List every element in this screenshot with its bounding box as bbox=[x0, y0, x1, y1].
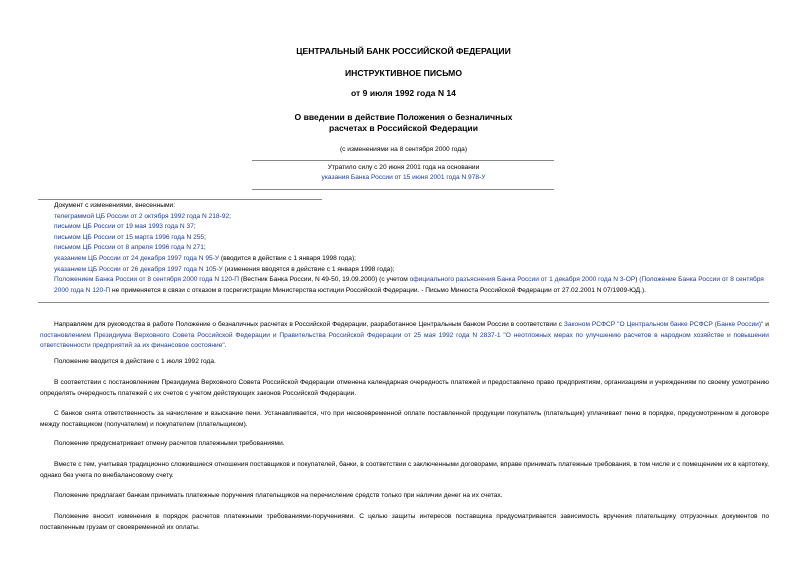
status-bottom-divider bbox=[252, 189, 554, 190]
paragraph-8: Положение вносит изменения в порядок расчетов платежными требованиями-поручениями. С целью защиты интересов поставщика предусматривается зависимость вручения плательщику отгрузочных документов по поставленным грузам от своевременной их оплаты. bbox=[40, 513, 769, 531]
amendment-link[interactable]: письмом ЦБ России от 19 мая 1993 года N 37 bbox=[54, 223, 194, 231]
law-link[interactable]: Законом РСФСР "О Центральном банке РСФСР (Банке России)" bbox=[563, 321, 764, 328]
amendments-top-divider bbox=[38, 199, 322, 200]
resolution-link[interactable]: постановлением Президиума Верховного Совета Российской Федерации и Правительства Российской Федерации от 25 мая 1992 года N 2837-1 "О неотложных мерах по улучшению расчетов в народном хозяйстве и повышении ответственности предприятий за их финансовое состояние" bbox=[40, 331, 769, 350]
changes-note: (с изменениями на 8 сентября 2000 года) bbox=[339, 146, 468, 153]
amendment-link[interactable]: письмом ЦБ России от 15 марта 1996 года N 255 bbox=[54, 233, 205, 241]
bank-name-heading: ЦЕНТРАЛЬНЫЙ БАНК РОССИЙСКОЙ ФЕДЕРАЦИИ bbox=[296, 46, 511, 56]
amendments-bottom-divider bbox=[38, 302, 769, 303]
amendment-item: письмом ЦБ России от 15 марта 1996 года N 255; bbox=[54, 233, 206, 241]
amendments-intro: Документ с изменениями, внесенными: bbox=[54, 202, 176, 209]
subject-heading-line2: расчетах в Российской Федерации bbox=[329, 123, 478, 133]
amendment-link[interactable]: телеграммой ЦБ России от 2 октября 1992 года N 218-92 bbox=[54, 212, 230, 220]
amendment-item: письмом ЦБ России от 19 мая 1993 года N 37; bbox=[54, 223, 196, 231]
amendment-link[interactable]: указанием ЦБ России от 26 декабря 1997 года N 105-У bbox=[54, 265, 223, 273]
amendment-link[interactable]: письмом ЦБ России от 8 апреля 1996 года N 271 bbox=[54, 244, 204, 252]
paragraph-6: Вместе с тем, учитывая традиционно сложившиеся отношения поставщиков и покупателей, банки, в соответствии с заключенными договорами, вправе принимать платежные требования, в том числе и с помещением их в картотеку, однако без учета по внебалансовому счету. bbox=[40, 461, 769, 479]
paragraph-7: Положение предлагает банкам принимать платежные поручения плательщиков на перечисление средств только при наличии денег на их счетах. bbox=[54, 492, 503, 499]
status-line: Утратило силу с 20 июня 2001 года на основании bbox=[327, 164, 480, 171]
paragraph-1: Направляем для руководства в работе Положение о безналичных расчетах в Российской Федерации, разработанное Центральным банком России в соответствии с Законом РСФСР "О Центральном банке РСФСР (Банке России)" и постановлением Президиума Верховного Совета Российской Федерации и Правительства Российской Федерации от 25 мая 1992 года N 2837-1 "О неотложных мерах по улучшению расчетов в народном хозяйстве и повышении ответственности предприятий за их финансовое состояние". bbox=[40, 321, 769, 350]
paragraph-2: Положение вводится в действие с 1 июля 1992 года. bbox=[54, 358, 216, 365]
amendment-item: указанием ЦБ России от 26 декабря 1997 года N 105-У (изменения вводятся в действие с 1 января 1998 года); bbox=[54, 265, 395, 273]
document-type-heading: ИНСТРУКТИВНОЕ ПИСЬМО bbox=[344, 68, 463, 78]
amendment-item: письмом ЦБ России от 8 апреля 1996 года N 271; bbox=[54, 244, 206, 252]
repeal-link[interactable]: указания Банка России от 15 июня 2001 года N 978-У bbox=[321, 174, 486, 181]
document-date-heading: от 9 июля 1992 года N 14 bbox=[351, 88, 456, 98]
amendment-link[interactable]: Положением Банка России от 8 сентября 2000 года N 120-П bbox=[54, 276, 239, 284]
subject-heading-line1: О введении в действие Положения о безналичных bbox=[294, 112, 513, 122]
paragraph-4: С банков снята ответственность за начисление и взыскание пени. Устанавливается, что при несвоевременной оплате поставленной продукции покупатель (плательщик) уплачивает пеню в порядке, предусмотренном в договоре между поставщиком (получателем) и покупателем (плательщиком). bbox=[40, 410, 769, 428]
amendment-item-last: Положением Банка России от 8 сентября 2000 года N 120-П (Вестник Банка России, N 49-50, 19.09.2000) (с учетом официального разъяснения Банка России от 1 декабря 2000 года N 3-ОР) (Положение Банка России от 8 сентября 2000 года N 120-П не применяется в связи с отказом в госрегистрации Министерства юстиции Российской Федерации. - Письмо Минюста Российской Федерации от 27.02.2001 N 07/1909-ЮД.). bbox=[54, 276, 764, 294]
paragraph-3: В соответствии с постановлением Президиума Верховного Совета Российской Федерации отменена календарная очередность платежей и предоставлено право предприятиям, организациям и учреждениям по своему усмотрению определять очередность платежей с их счетов с учетом действующих законов Российской Федерации. bbox=[40, 379, 769, 397]
amendments-block bbox=[54, 201, 774, 296]
paragraph-5: Положение предусматривает отмену расчетов платежными требованиями. bbox=[54, 440, 285, 447]
amendment-link[interactable]: указанием ЦБ России от 24 декабря 1997 года N 95-У bbox=[54, 254, 220, 262]
clarification-link[interactable]: официального разъяснения Банка России от 1 декабря 2000 года N 3-ОР bbox=[409, 276, 636, 284]
amendment-item: указанием ЦБ России от 24 декабря 1997 года N 95-У (вводится в действие с 1 января 1998 года); bbox=[54, 254, 356, 262]
amendment-item: телеграммой ЦБ России от 2 октября 1992 года N 218-92; bbox=[54, 212, 231, 220]
regulation-link[interactable]: (Положение Банка России от 8 сентября 2000 года N 120-П bbox=[54, 276, 764, 294]
status-top-divider bbox=[252, 160, 554, 161]
